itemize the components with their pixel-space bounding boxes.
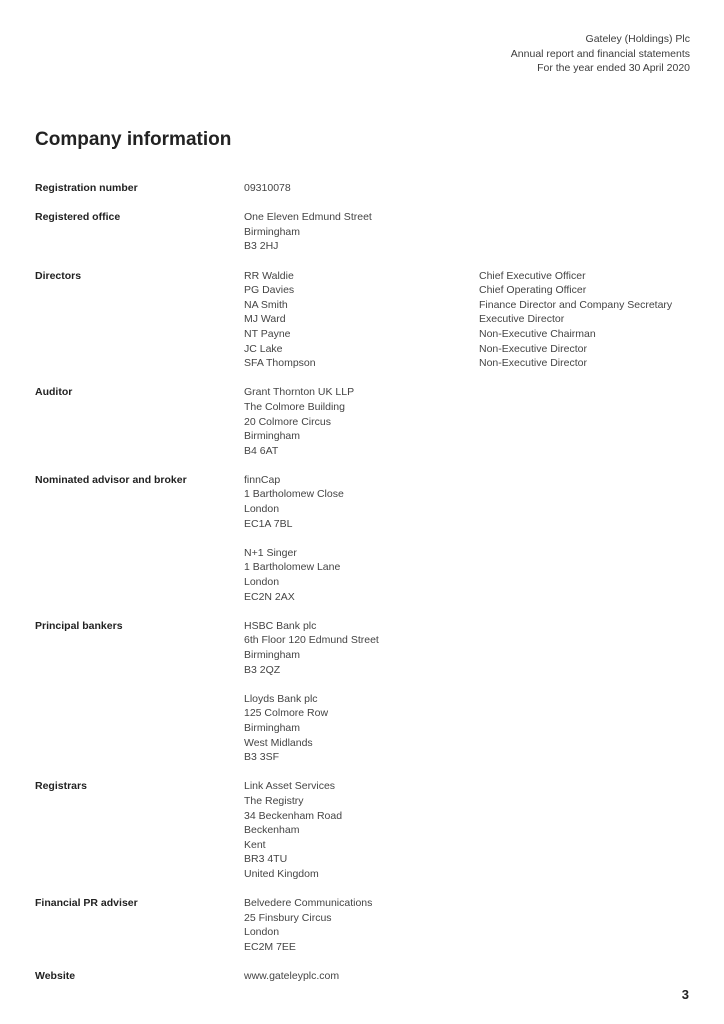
director-entry	[244, 269, 695, 284]
nominated-advisor-label: Nominated advisor and broker	[35, 473, 187, 486]
auditor-row	[35, 385, 695, 458]
registration-value: 09310078	[244, 182, 291, 194]
address-line: BR3 4TU	[244, 853, 288, 866]
director-entry	[244, 342, 695, 357]
directors-row	[35, 269, 695, 371]
director-entry	[244, 298, 695, 313]
director-entry	[244, 327, 695, 342]
address-line: Beckenham	[244, 824, 300, 837]
registered-office-label: Registered office	[35, 211, 121, 224]
address-line: The Registry	[244, 794, 304, 807]
address-line: One Eleven Edmund Street	[244, 211, 372, 224]
address-line: EC2M 7EE	[244, 940, 296, 953]
registrars-label: Registrars	[35, 780, 87, 793]
address-line: 6th Floor 120 Edmund Street	[244, 634, 379, 647]
director-role: Chief Operating Officer	[479, 284, 587, 297]
director-name: RR Waldie	[244, 269, 294, 282]
director-role: Non-Executive Director	[479, 357, 587, 370]
address-line: B3 3SF	[244, 751, 280, 764]
address-line: EC2N 2AX	[244, 590, 295, 603]
principal-bankers-row	[35, 619, 695, 765]
director-entry	[244, 312, 695, 327]
address-line: Kent	[244, 838, 266, 851]
header-company: Gateley (Holdings) Plc	[585, 33, 690, 45]
address-line: London	[244, 926, 280, 939]
registered-office-row	[35, 210, 695, 254]
pr-adviser-label: Financial PR adviser	[35, 897, 138, 910]
director-entry	[244, 356, 695, 371]
address-line: EC1A 7BL	[244, 517, 293, 530]
director-role: Non-Executive Director	[479, 342, 587, 355]
pr-adviser-row	[35, 896, 695, 954]
address-line: 25 Finsbury Circus	[244, 911, 332, 924]
address-line: 1 Bartholomew Close	[244, 488, 344, 501]
address-line: 125 Colmore Row	[244, 707, 329, 720]
address-line: Birmingham	[244, 430, 301, 443]
address-line: 34 Beckenham Road	[244, 809, 343, 822]
address-line: West Midlands	[244, 736, 313, 749]
address-line: London	[244, 503, 280, 516]
director-role: Non-Executive Chairman	[479, 327, 596, 340]
address-line: United Kingdom	[244, 867, 319, 880]
company-info-list	[35, 181, 695, 984]
address-line: finnCap	[244, 473, 281, 486]
address-line: Lloyds Bank plc	[244, 692, 318, 705]
website-row	[35, 969, 695, 984]
directors-label: Directors	[35, 269, 82, 282]
address-line: B3 2QZ	[244, 663, 281, 676]
address-line: HSBC Bank plc	[244, 619, 317, 632]
address-line: Belvedere Communications	[244, 897, 373, 910]
director-role: Chief Executive Officer	[479, 269, 586, 282]
address-line: N+1 Singer	[244, 546, 297, 559]
director-name: NA Smith	[244, 298, 288, 311]
website-link[interactable]: www.gateleyplc.com	[244, 970, 340, 983]
address-line: 1 Bartholomew Lane	[244, 561, 341, 574]
director-name: PG Davies	[244, 284, 295, 297]
document-header	[511, 32, 690, 76]
director-role: Executive Director	[479, 313, 565, 326]
director-role: Finance Director and Company Secretary	[479, 298, 673, 311]
address-line: The Colmore Building	[244, 400, 345, 413]
director-name: SFA Thompson	[244, 357, 316, 370]
director-name: MJ Ward	[244, 313, 286, 326]
address-line: 20 Colmore Circus	[244, 415, 331, 428]
director-entry	[244, 283, 695, 298]
header-report: Annual report and financial statements	[510, 47, 690, 60]
address-line: Birmingham	[244, 721, 301, 734]
address-line: B3 2HJ	[244, 240, 279, 253]
registrars-row	[35, 779, 695, 881]
registration-row	[35, 181, 695, 196]
address-line: Birmingham	[244, 649, 301, 661]
director-name: NT Payne	[244, 327, 291, 340]
principal-bankers-label: Principal bankers	[35, 619, 123, 632]
page-number: 3	[681, 987, 689, 1002]
director-name: JC Lake	[244, 342, 283, 355]
auditor-label: Auditor	[35, 386, 73, 399]
page-title: Company information	[35, 129, 232, 150]
registration-label: Registration number	[35, 182, 138, 194]
address-line: Link Asset Services	[244, 780, 336, 793]
website-label: Website	[35, 970, 76, 983]
address-line: London	[244, 576, 280, 589]
header-period: For the year ended 30 April 2020	[537, 62, 690, 75]
nominated-advisor-row	[35, 473, 695, 604]
address-line: Birmingham	[244, 225, 301, 238]
address-line: Grant Thornton UK LLP	[244, 386, 355, 399]
address-line: B4 6AT	[244, 444, 279, 457]
